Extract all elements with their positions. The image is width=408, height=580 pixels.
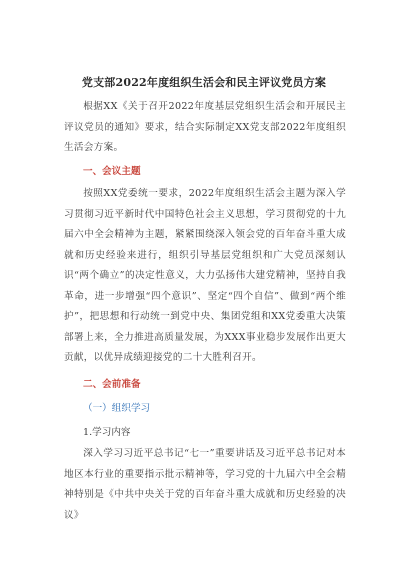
intro-paragraph: 根据XX《关于召开2022年度基层党组织生活会和开展民主评议党员的通知》要求，结合实际制定XX党支部2022年度组织生活会方案。	[64, 101, 346, 153]
theme-paragraph: 按照XX党委统一要求，2022年度组织生活会主题为深入学习贯彻习近平新时代中国特色社会主义思想，学习贯彻党的十九届六中全会精神为主题，紧紧围绕深入领会党的百年奋斗重大成就和历史经验来进行，组织引导基层党组织和广大党员深刻认识“两个确立”的决定性意义，大力弘扬伟大建党精神，坚持自我革命，进一步增强“四个意识”、坚定“四个自信”、做到“两个维护”，把思想和行动统一到党中央、集团党组和XX党委重大决策部署上来，全力推进高质量发展，为XXX事业稳步发展作出更大贡献，以优异成绩迎接党的二十大胜利召开。	[64, 188, 346, 363]
item-study-content: 1.学习内容	[83, 427, 131, 438]
document-title: 党支部2022年度组织生活会和民主评议党员方案	[81, 76, 327, 89]
study-content-paragraph: 深入学习习近平总书记“七一”重要讲话及习近平总书记对本地区本行业的重要指示批示精神等，学习党的十九届六中全会精神特别是《中共中央关于党的百年奋斗重大成就和历史经验的决议》	[64, 448, 346, 521]
section-heading-preparation: 二、会前准备	[83, 379, 141, 390]
subheading-organize-study: （一）组织学习	[83, 403, 151, 414]
section-heading-theme: 一、会议主题	[83, 166, 141, 177]
